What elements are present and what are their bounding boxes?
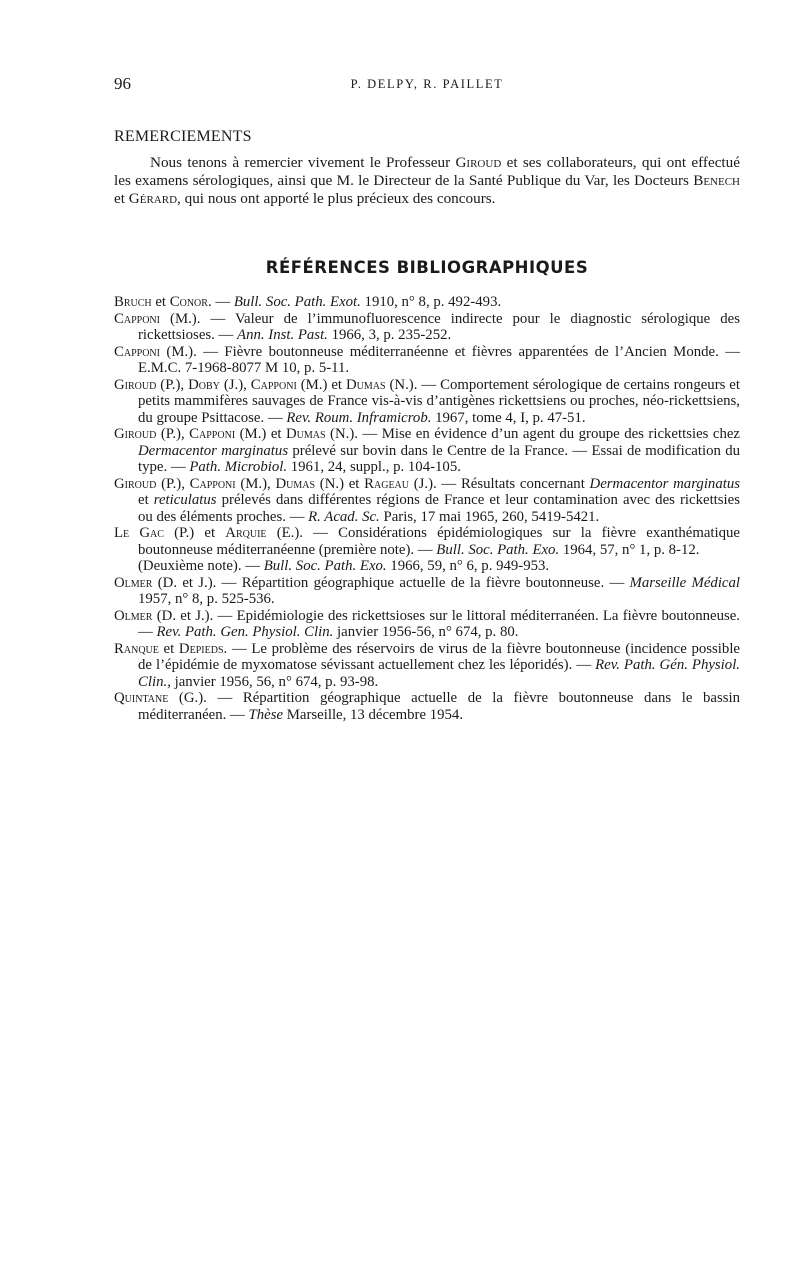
text-run: prélevés dans différentes régions de France et leur contamination avec des rickettsies ou des éléments proches. —: [138, 492, 740, 525]
text-run: janvier 1956, 56, n° 674, p. 93-98.: [170, 673, 379, 690]
text-run: janvier 1956-56, n° 674, p. 80.: [333, 624, 519, 640]
italic-text: Bull. Soc. Path. Exo.: [263, 558, 387, 574]
acknowledgements-heading: REMERCIEMENTS: [114, 128, 252, 145]
italic-text: Dermacentor marginatus: [138, 442, 289, 459]
author-name: Capponi: [189, 475, 236, 492]
italic-text: Bull. Soc. Path. Exo.: [436, 541, 560, 558]
text-run: et: [114, 190, 129, 207]
references-list: [114, 294, 740, 723]
text-run: 1961, 24, suppl., p. 104-105.: [287, 459, 461, 475]
author-name: Le Gac: [114, 525, 164, 541]
author-name: Arquie: [225, 525, 267, 541]
text-run: (P.) et: [163, 525, 226, 541]
author-name: Quintane: [114, 690, 169, 706]
text-run: et ses collaborateurs, qui ont effectué les examens sérologiques, ainsi que M. le Directeur de la Santé Publique du Var, les Docteurs: [114, 154, 740, 189]
reference-entry: [114, 377, 740, 427]
reference-entry: [114, 690, 740, 723]
text-run: prélevé sur bovin dans le Centre de la France. — Essai de modification du type. —: [138, 442, 740, 475]
author-name: Capponi: [189, 426, 236, 442]
text-run: (P.),: [156, 475, 190, 492]
text-run: 1910, n° 8, p. 492-493.: [360, 294, 502, 310]
running-head-authors: P. DELPY, R. PAILLET: [350, 77, 504, 91]
italic-text: Dermacentor marginatus: [589, 475, 740, 492]
italic-text: Rev. Path. Gen. Physiol. Clin.: [156, 624, 334, 640]
acknowledgements-paragraph: [114, 154, 740, 208]
text-run: (D. et J.). — Répartition géographique actuelle de la fièvre boutonneuse. —: [152, 574, 630, 591]
author-name: Depieds: [178, 640, 224, 657]
text-run: (M.),: [235, 475, 276, 492]
text-run: et: [158, 640, 179, 657]
author-name: Rageau: [364, 475, 409, 492]
text-run: . — Le problème des réservoirs de virus de la fièvre boutonneuse (incidence possible de l’épidémie de myxomatose sévissant actuellement chez les léporidés). —: [138, 640, 740, 673]
text-run: (E.). — Considérations épidémiologiques sur la fièvre exanthématique boutonneuse méditerranéenne (première note). —: [138, 525, 740, 558]
reference-entry: [114, 344, 740, 377]
author-name: Giroud: [114, 426, 157, 442]
reference-entry: [114, 641, 740, 691]
author-name: Olmer: [114, 574, 153, 591]
text-run: 1957, n° 8, p. 525-536.: [138, 591, 275, 607]
author-name: Capponi: [250, 376, 297, 393]
text-run: Paris, 17 mai 1965, 260, 5419-5421.: [379, 508, 600, 525]
running-header: [114, 74, 740, 96]
author-name: Gérard: [128, 190, 178, 207]
text-run: 1964, 57, n° 1, p. 8-12.: [559, 541, 700, 558]
reference-entry: [114, 294, 740, 311]
author-name: Giroud: [455, 154, 502, 171]
text-run: (Deuxième note). —: [138, 558, 264, 574]
author-name: Dumas: [285, 426, 326, 442]
text-run: (P.),: [156, 426, 190, 442]
text-run: (N.) et: [315, 475, 365, 492]
reference-entry: [114, 426, 740, 476]
acknowledgements-section: [114, 128, 740, 208]
references-title: RÉFÉRENCES BIBLIOGRAPHIQUES: [265, 258, 589, 277]
italic-text: Ann. Inst. Past.: [237, 327, 328, 343]
page-number: 96: [114, 74, 131, 93]
text-run: Marseille, 13 décembre 1954.: [283, 706, 464, 723]
italic-text: Path. Microbiol.: [189, 459, 288, 475]
italic-text: Rev. Path. Gén. Physiol. Clin.,: [138, 657, 741, 690]
reference-entry: [114, 575, 740, 608]
text-run: (J.). — Résultats concernant: [409, 475, 590, 492]
reference-entry: [114, 608, 740, 641]
italic-text: R. Acad. Sc.: [308, 508, 380, 525]
text-run: 1967, tome 4, I, p. 47-51.: [431, 409, 586, 426]
text-run: , qui nous ont apporté le plus précieux des concours.: [177, 190, 496, 207]
text-run: (J.),: [219, 376, 251, 393]
italic-text: Marseille Médical: [629, 574, 741, 591]
text-run: (M.) et: [296, 376, 346, 393]
text-run: . —: [207, 294, 234, 310]
author-name: Dumas: [275, 475, 316, 492]
text-run: 1966, 59, n° 6, p. 949-953.: [386, 558, 550, 574]
italic-text: reticulatus: [153, 492, 217, 508]
author-name: Doby: [188, 376, 220, 393]
text-run: Nous tenons à remercier vivement le Professeur: [150, 154, 456, 171]
author-name: Conor: [169, 294, 208, 310]
author-name: Giroud: [114, 475, 157, 492]
author-name: Ranque: [114, 640, 159, 657]
text-run: (G.). — Répartition géographique actuelle de la fièvre boutonneuse dans le bassin méditerranéen. —: [138, 690, 740, 723]
author-name: Capponi: [114, 310, 160, 327]
author-name: Bruch: [114, 294, 152, 310]
text-run: (M.). — Fièvre boutonneuse méditerranéenne et fièvres apparentées de l’Ancien Monde. — E.M.C. 7-1968-8077 M 10, p. 5-11.: [138, 343, 740, 376]
author-name: Giroud: [114, 376, 157, 393]
text-run: (M.). — Valeur de l’immunofluorescence indirecte pour le diagnostic sérologique des rickettsioses. —: [138, 310, 740, 343]
italic-text: Bull. Soc. Path. Exot.: [233, 294, 361, 310]
author-name: Olmer: [114, 607, 153, 624]
author-name: Dumas: [345, 376, 386, 393]
reference-entry: [114, 525, 740, 558]
reference-entry: [114, 558, 740, 575]
text-run: (N.). — Mise en évidence d’un agent du groupe des rickettsies chez: [325, 426, 740, 442]
text-run: (M.) et: [235, 426, 286, 442]
text-run: (P.),: [156, 376, 189, 393]
text-run: 1966, 3, p. 235-252.: [327, 327, 452, 343]
author-name: Capponi: [114, 343, 160, 360]
italic-text: Thèse: [248, 706, 284, 723]
italic-text: Rev. Roum. Inframicrob.: [286, 409, 432, 426]
reference-entry: [114, 311, 740, 344]
text-run: (D. et J.). — Epidémiologie des rickettsioses sur le littoral méditerranéen. La fièvre boutonneuse. —: [138, 607, 740, 640]
text-run: (N.). — Comportement sérologique de certains rongeurs et petits mammifères sauvages de France vis-à-vis d’antigènes rickettsiens ou proches, néo-rickettsiens, du groupe Psittacose. —: [138, 376, 740, 426]
author-name: Benech: [693, 172, 740, 189]
text-run: et: [138, 492, 154, 508]
reference-entry: [114, 476, 740, 526]
text-run: et: [151, 294, 170, 310]
